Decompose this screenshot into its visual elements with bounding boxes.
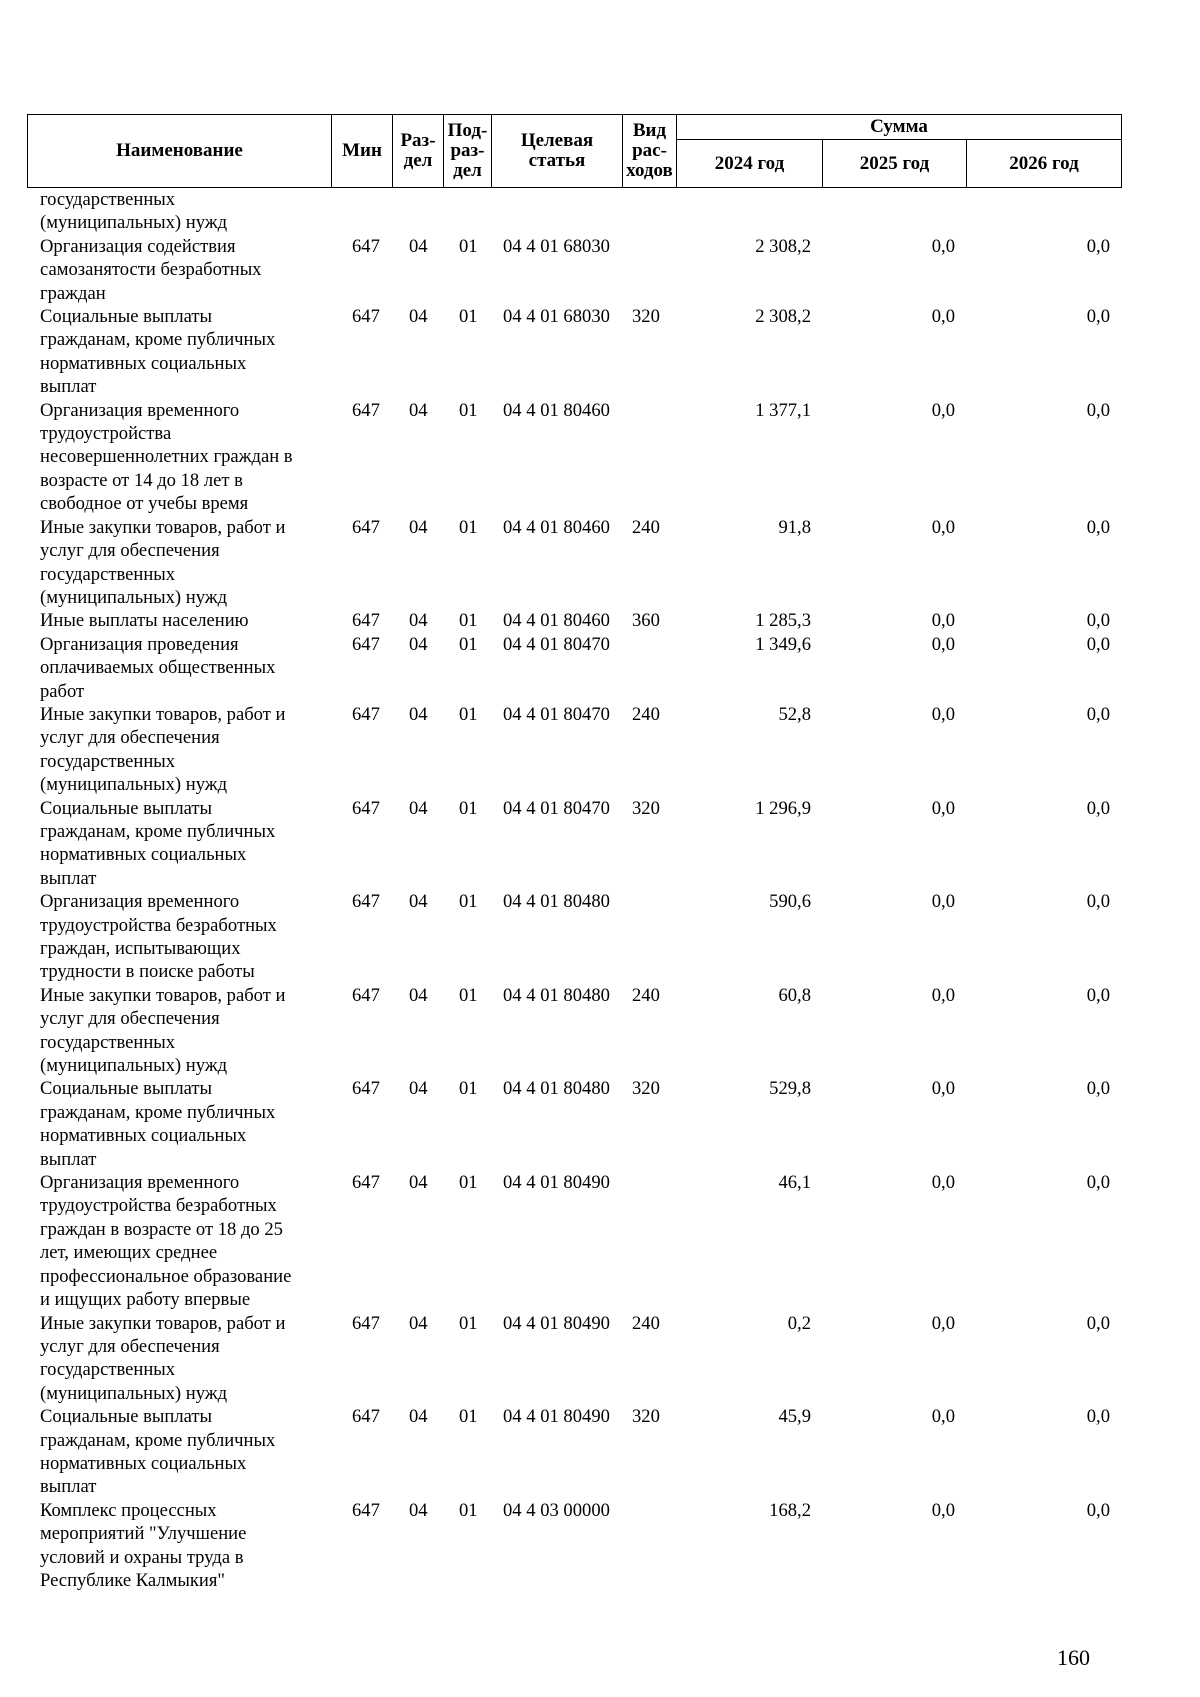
table-header bbox=[27, 114, 1122, 188]
cell-name: Социальные выплаты гражданам, кроме публичных нормативных социальных выплат bbox=[40, 797, 276, 889]
cell-2026: 0,0 bbox=[1086, 1499, 1110, 1521]
cell-razdel: 04 bbox=[409, 306, 428, 328]
table-row bbox=[27, 1405, 1121, 1499]
cell-podrazdel: 01 bbox=[459, 1499, 478, 1521]
header-podrazdel: Под- раз- дел bbox=[444, 115, 492, 188]
cell-name: Организация временного трудоустройства безработных граждан, испытывающих трудности в поиске работы bbox=[40, 891, 277, 983]
cell-vid bbox=[622, 188, 676, 235]
cell-vid bbox=[622, 399, 676, 516]
cell-vid bbox=[622, 633, 676, 703]
cell-min: 647 bbox=[352, 610, 380, 632]
cell-2024: 46,1 bbox=[778, 1172, 811, 1194]
header-name: Наименование bbox=[28, 115, 332, 188]
cell-2025: 0,0 bbox=[931, 235, 955, 257]
cell-podrazdel: 01 bbox=[459, 235, 478, 257]
cell-min: 647 bbox=[352, 703, 380, 725]
cell-name: Организация временного трудоустройства безработных граждан в возрасте от 18 до 25 лет, имеющих среднее профессиональное образование и ищущих работу впервые bbox=[40, 1172, 292, 1311]
cell-2026: 0,0 bbox=[1086, 797, 1110, 819]
cell-celevaya bbox=[491, 188, 622, 235]
table-row bbox=[27, 633, 1121, 703]
cell-vid: 240 bbox=[632, 703, 660, 725]
table-row bbox=[27, 984, 1121, 1078]
cell-celevaya: 04 4 01 68030 bbox=[503, 306, 610, 328]
cell-name: Организация временного трудоустройства несовершеннолетних граждан в возрасте от 14 до 18 лет в свободное от учебы время bbox=[40, 399, 293, 515]
cell-2026: 0,0 bbox=[1086, 1312, 1110, 1334]
cell-2026: 0,0 bbox=[1086, 703, 1110, 725]
cell-2025: 0,0 bbox=[931, 610, 955, 632]
cell-razdel: 04 bbox=[409, 797, 428, 819]
cell-celevaya: 04 4 01 80490 bbox=[503, 1172, 610, 1194]
cell-name: Иные закупки товаров, работ и услуг для обеспечения государственных (муниципальных) нужд bbox=[40, 1312, 286, 1404]
cell-podrazdel: 01 bbox=[459, 797, 478, 819]
table-row bbox=[27, 305, 1121, 399]
cell-2024: 590,6 bbox=[769, 891, 811, 913]
cell-2025: 0,0 bbox=[931, 1499, 955, 1521]
cell-min: 647 bbox=[352, 891, 380, 913]
cell-vid: 320 bbox=[632, 306, 660, 328]
page-number: 160 bbox=[1057, 1645, 1090, 1670]
cell-name: Социальные выплаты гражданам, кроме публичных нормативных социальных выплат bbox=[40, 306, 276, 398]
cell-podrazdel: 01 bbox=[459, 1406, 478, 1428]
cell-podrazdel: 01 bbox=[459, 306, 478, 328]
cell-2024: 60,8 bbox=[778, 984, 811, 1006]
cell-vid: 320 bbox=[632, 1078, 660, 1100]
table-row bbox=[27, 609, 1121, 632]
cell-vid: 240 bbox=[632, 516, 660, 538]
cell-vid bbox=[622, 890, 676, 984]
cell-name: Комплекс процессных мероприятий "Улучшение условий и охраны труда в Республике Калмыкия" bbox=[40, 1499, 247, 1591]
cell-min: 647 bbox=[352, 235, 380, 257]
cell-min: 647 bbox=[352, 1172, 380, 1194]
cell-vid bbox=[622, 1171, 676, 1311]
table-row bbox=[27, 1171, 1121, 1311]
cell-celevaya: 04 4 01 80460 bbox=[503, 610, 610, 632]
cell-vid bbox=[622, 235, 676, 305]
cell-2025: 0,0 bbox=[931, 703, 955, 725]
cell-2025: 0,0 bbox=[931, 984, 955, 1006]
cell-vid: 240 bbox=[632, 984, 660, 1006]
cell-2024: 91,8 bbox=[778, 516, 811, 538]
cell-razdel bbox=[392, 188, 443, 235]
header-celevaya: Целевая статья bbox=[492, 115, 623, 188]
cell-podrazdel: 01 bbox=[459, 399, 478, 421]
cell-2025: 0,0 bbox=[931, 633, 955, 655]
cell-2024: 0,2 bbox=[787, 1312, 811, 1334]
cell-2024: 168,2 bbox=[769, 1499, 811, 1521]
cell-razdel: 04 bbox=[409, 633, 428, 655]
cell-razdel: 04 bbox=[409, 1078, 428, 1100]
cell-min: 647 bbox=[352, 984, 380, 1006]
cell-podrazdel: 01 bbox=[459, 1312, 478, 1334]
cell-razdel: 04 bbox=[409, 1312, 428, 1334]
cell-podrazdel: 01 bbox=[459, 610, 478, 632]
cell-min: 647 bbox=[352, 1499, 380, 1521]
cell-min: 647 bbox=[352, 399, 380, 421]
cell-2026 bbox=[966, 188, 1121, 235]
cell-2026: 0,0 bbox=[1086, 1078, 1110, 1100]
cell-name: Социальные выплаты гражданам, кроме публичных нормативных социальных выплат bbox=[40, 1406, 276, 1498]
cell-podrazdel bbox=[443, 188, 491, 235]
cell-2024: 52,8 bbox=[778, 703, 811, 725]
cell-name: Иные закупки товаров, работ и услуг для обеспечения государственных (муниципальных) нужд bbox=[40, 516, 286, 608]
cell-celevaya: 04 4 01 80460 bbox=[503, 516, 610, 538]
cell-2026: 0,0 bbox=[1086, 1406, 1110, 1428]
cell-min bbox=[331, 188, 392, 235]
cell-razdel: 04 bbox=[409, 516, 428, 538]
header-2025: 2025 год bbox=[823, 140, 967, 188]
cell-razdel: 04 bbox=[409, 891, 428, 913]
table-row bbox=[27, 516, 1121, 610]
header-vid: Вид рас- ходов bbox=[623, 115, 677, 188]
cell-2026: 0,0 bbox=[1086, 984, 1110, 1006]
cell-razdel: 04 bbox=[409, 703, 428, 725]
cell-2026: 0,0 bbox=[1086, 610, 1110, 632]
header-2024: 2024 год bbox=[677, 140, 823, 188]
cell-name: Иные закупки товаров, работ и услуг для обеспечения государственных (муниципальных) нужд bbox=[40, 703, 286, 796]
cell-2025: 0,0 bbox=[931, 399, 955, 421]
cell-razdel: 04 bbox=[409, 984, 428, 1006]
cell-2026: 0,0 bbox=[1086, 516, 1110, 538]
cell-2026: 0,0 bbox=[1086, 306, 1110, 328]
cell-2024: 1 285,3 bbox=[755, 610, 811, 632]
cell-name: государственных (муниципальных) нужд bbox=[40, 189, 228, 234]
cell-celevaya: 04 4 01 80460 bbox=[503, 399, 610, 421]
cell-razdel: 04 bbox=[409, 1499, 428, 1521]
cell-min: 647 bbox=[352, 797, 380, 819]
cell-name: Организация содействия самозанятости безработных граждан bbox=[40, 235, 262, 304]
cell-2026: 0,0 bbox=[1086, 399, 1110, 421]
cell-2025: 0,0 bbox=[931, 891, 955, 913]
table-row bbox=[27, 1499, 1121, 1593]
table-row bbox=[27, 1077, 1121, 1171]
cell-celevaya: 04 4 01 80470 bbox=[503, 797, 610, 819]
cell-vid: 360 bbox=[632, 610, 660, 632]
cell-2024: 2 308,2 bbox=[755, 306, 811, 328]
cell-2024: 45,9 bbox=[778, 1406, 811, 1428]
cell-2025: 0,0 bbox=[931, 1312, 955, 1334]
cell-2026: 0,0 bbox=[1086, 235, 1110, 257]
cell-vid: 320 bbox=[632, 797, 660, 819]
table-row bbox=[27, 703, 1121, 797]
cell-celevaya: 04 4 03 00000 bbox=[503, 1499, 610, 1521]
cell-2024: 1 349,6 bbox=[755, 633, 811, 655]
cell-vid: 240 bbox=[632, 1312, 660, 1334]
cell-2024: 2 308,2 bbox=[755, 235, 811, 257]
cell-2026: 0,0 bbox=[1086, 891, 1110, 913]
table-row bbox=[27, 1312, 1121, 1406]
cell-name: Иные закупки товаров, работ и услуг для обеспечения государственных (муниципальных) нужд bbox=[40, 984, 286, 1077]
cell-razdel: 04 bbox=[409, 235, 428, 257]
table-row bbox=[27, 235, 1121, 305]
cell-2025: 0,0 bbox=[931, 1172, 955, 1194]
header-summa: Сумма bbox=[677, 115, 1122, 140]
cell-celevaya: 04 4 01 80470 bbox=[503, 633, 610, 655]
cell-name: Социальные выплаты гражданам, кроме публичных нормативных социальных выплат bbox=[40, 1078, 276, 1170]
table-row bbox=[27, 399, 1121, 516]
cell-podrazdel: 01 bbox=[459, 984, 478, 1006]
cell-2025: 0,0 bbox=[931, 1406, 955, 1428]
cell-min: 647 bbox=[352, 633, 380, 655]
cell-podrazdel: 01 bbox=[459, 703, 478, 725]
table-row bbox=[27, 797, 1121, 891]
cell-min: 647 bbox=[352, 1406, 380, 1428]
cell-2025: 0,0 bbox=[931, 1078, 955, 1100]
cell-vid bbox=[622, 1499, 676, 1593]
cell-celevaya: 04 4 01 80490 bbox=[503, 1406, 610, 1428]
budget-table bbox=[27, 188, 1121, 1592]
cell-razdel: 04 bbox=[409, 1172, 428, 1194]
cell-2025: 0,0 bbox=[931, 306, 955, 328]
table-row bbox=[27, 188, 1121, 235]
cell-2025: 0,0 bbox=[931, 516, 955, 538]
cell-podrazdel: 01 bbox=[459, 1078, 478, 1100]
cell-2024: 1 296,9 bbox=[755, 797, 811, 819]
cell-razdel: 04 bbox=[409, 1406, 428, 1428]
cell-celevaya: 04 4 01 80480 bbox=[503, 984, 610, 1006]
cell-min: 647 bbox=[352, 306, 380, 328]
cell-2024 bbox=[676, 188, 822, 235]
cell-podrazdel: 01 bbox=[459, 1172, 478, 1194]
cell-celevaya: 04 4 01 80480 bbox=[503, 891, 610, 913]
cell-name: Организация проведения оплачиваемых общественных работ bbox=[40, 633, 276, 702]
cell-2025: 0,0 bbox=[931, 797, 955, 819]
cell-podrazdel: 01 bbox=[459, 516, 478, 538]
cell-min: 647 bbox=[352, 1078, 380, 1100]
cell-celevaya: 04 4 01 68030 bbox=[503, 235, 610, 257]
cell-podrazdel: 01 bbox=[459, 891, 478, 913]
cell-vid: 320 bbox=[632, 1406, 660, 1428]
header-2026: 2026 год bbox=[967, 140, 1122, 188]
cell-2025 bbox=[822, 188, 966, 235]
cell-celevaya: 04 4 01 80490 bbox=[503, 1312, 610, 1334]
cell-podrazdel: 01 bbox=[459, 633, 478, 655]
cell-razdel: 04 bbox=[409, 610, 428, 632]
header-min: Мин bbox=[332, 115, 393, 188]
header-razdel: Раз- дел bbox=[393, 115, 444, 188]
cell-celevaya: 04 4 01 80470 bbox=[503, 703, 610, 725]
cell-2026: 0,0 bbox=[1086, 1172, 1110, 1194]
cell-celevaya: 04 4 01 80480 bbox=[503, 1078, 610, 1100]
table-row bbox=[27, 890, 1121, 984]
cell-name: Иные выплаты населению bbox=[40, 610, 249, 632]
cell-2024: 1 377,1 bbox=[755, 399, 811, 421]
cell-min: 647 bbox=[352, 516, 380, 538]
cell-2026: 0,0 bbox=[1086, 633, 1110, 655]
cell-razdel: 04 bbox=[409, 399, 428, 421]
cell-2024: 529,8 bbox=[769, 1078, 811, 1100]
cell-min: 647 bbox=[352, 1312, 380, 1334]
